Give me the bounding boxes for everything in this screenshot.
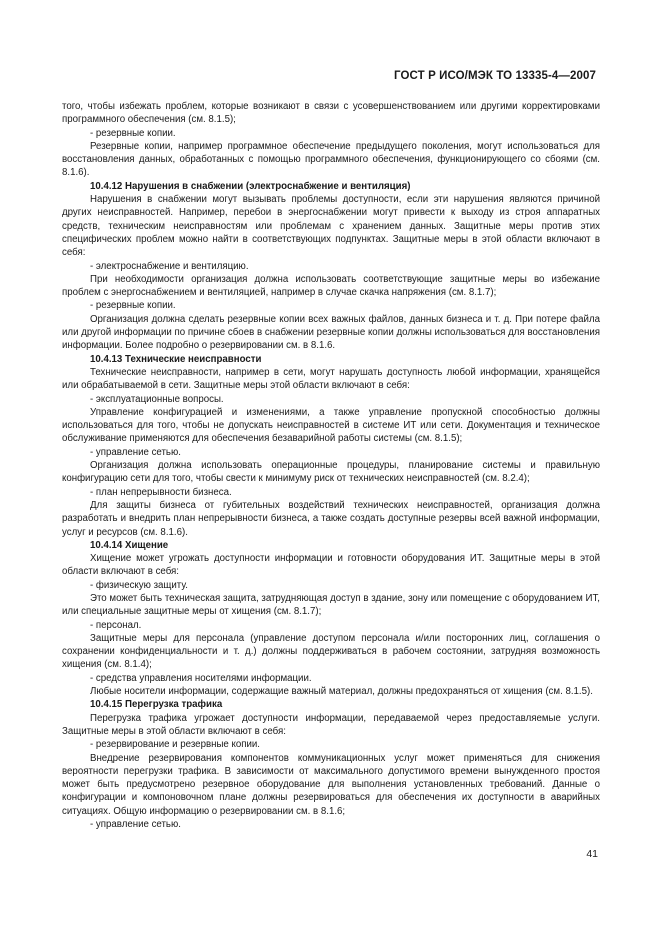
paragraph: Управление конфигурацией и изменениями, а также управление пропускной способностью должны использоваться для того, чтобы не допускать неисправностей в системе ИТ или сети. Документация и техническое обслуживание применяются для обеспечения безаварийной работы системы (см. 8.1.5); xyxy=(62,406,600,445)
paragraph: Хищение может угрожать доступности информации и готовности оборудования ИТ. Защитные меры в этой области включают в себя: xyxy=(62,553,600,578)
section-heading: 10.4.13 Технические неисправности xyxy=(90,353,262,365)
paragraph: того, чтобы избежать проблем, которые возникают в связи с усовершенствованием или другими корректировками программного обеспечения (см. 8.1.5); xyxy=(62,101,600,126)
paragraph: Внедрение резервирования компонентов коммуникационных услуг может применяться для снижения вероятности перегрузки трафика. В зависимости от максимального допустимого времени вынужденного простоя может быть предусмотрено резервное оборудование для выполнения установленных требований. Данные о конфигурации и компоновочном плане должны резервироваться для обеспечения их доступности в аварийных ситуациях. Общую информацию о резервировании см. в 8.1.6; xyxy=(62,752,600,817)
paragraph: Для защиты бизнеса от губительных воздействий технических неисправностей, организация должна разработать и внедрить план непрерывности бизнеса, а также создать доступные резервы всей важной информации, услуг и ресурсов (см. 8.1.6). xyxy=(62,499,600,538)
list-item: - управление сетью. xyxy=(90,819,181,831)
list-item: - персонал. xyxy=(90,619,142,631)
paragraph: Это может быть техническая защита, затрудняющая доступ в здание, зону или помещение с оборудованием ИТ, или специальные защитные меры от хищения (см. 8.1.7); xyxy=(62,592,600,618)
paragraph: Организация должна сделать резервные копии всех важных файлов, данных бизнеса и т. д. При потере файла или другой информации по причине сбоев в снабжении резервные копии должны использоваться для восстановления информации. Более подробно о резервировании см. в 8.1.6. xyxy=(62,313,600,352)
list-item: - резервирование и резервные копии. xyxy=(90,739,260,751)
section-heading: 10.4.14 Хищение xyxy=(90,539,169,551)
list-item: - резервные копии. xyxy=(90,127,176,139)
list-item: - электроснабжение и вентиляцию. xyxy=(90,260,249,272)
paragraph: При необходимости организация должна использовать соответствующие защитные меры во избежание проблем с энергоснабжением и вентиляцией, например в случае скачка напряжения (см. 8.1.7); xyxy=(62,273,600,299)
paragraph: Нарушения в снабжении могут вызывать проблемы доступности, если эти нарушения являются причиной других неисправностей. Например, перебои в энергоснабжении могут привести к выходу из строя аппаратных средств, техническим неисправностям или проблемам с хранением данных. Защитные меры против этих специфических проблем можно найти в соответствующих подпунктах. Защитные меры в этой области включают в себя: xyxy=(62,194,600,259)
page-header-standard-code: ГОСТ Р ИСО/МЭК ТО 13335-4—2007 xyxy=(394,70,596,82)
paragraph: Резервные копии, например программное обеспечение предыдущего поколения, могут использоваться для восстановления данных, обработанных с помощью программного обеспечения, функционирующего со сбоями (см. 8.1.6). xyxy=(62,140,600,179)
list-item: - управление сетью. xyxy=(90,446,181,458)
list-item: - средства управления носителями информации. xyxy=(90,672,312,684)
paragraph: Перегрузка трафика угрожает доступности информации, передаваемой через предоставляемые услуги. Защитные меры в этой области включают в себя: xyxy=(62,712,600,737)
document-body xyxy=(62,100,600,831)
section-heading: 10.4.12 Нарушения в снабжении (электроснабжение и вентиляция) xyxy=(90,180,411,192)
paragraph: Технические неисправности, например в сети, могут нарушать доступность любой информации, хранящейся или обрабатываемой в сети. Защитные меры этой области включают в себя: xyxy=(62,366,600,392)
paragraph: Любые носители информации, содержащие важный материал, должны предохраняться от хищения (см. 8.1.5). xyxy=(90,686,593,698)
list-item: - физическую защиту. xyxy=(90,579,188,591)
list-item: - резервные копии. xyxy=(90,300,176,312)
list-item: - план непрерывности бизнеса. xyxy=(90,486,232,498)
paragraph: Организация должна использовать операционные процедуры, планирование системы и правильную конфигурацию сети для того, чтобы свести к минимуму риск от технических неисправностей (см. 8.2.4); xyxy=(62,460,600,485)
section-heading: 10.4.15 Перегрузка трафика xyxy=(90,699,223,711)
list-item: - эксплуатационные вопросы. xyxy=(90,393,224,405)
page-number: 41 xyxy=(586,848,598,860)
paragraph: Защитные меры для персонала (управление доступом персонала и/или посторонних лиц, соглашения о сохранении конфиденциальности и т. д.) должны поддерживаться в рабочем состоянии, затрудняя возможность хищения (см. 8.1.4); xyxy=(62,632,600,671)
